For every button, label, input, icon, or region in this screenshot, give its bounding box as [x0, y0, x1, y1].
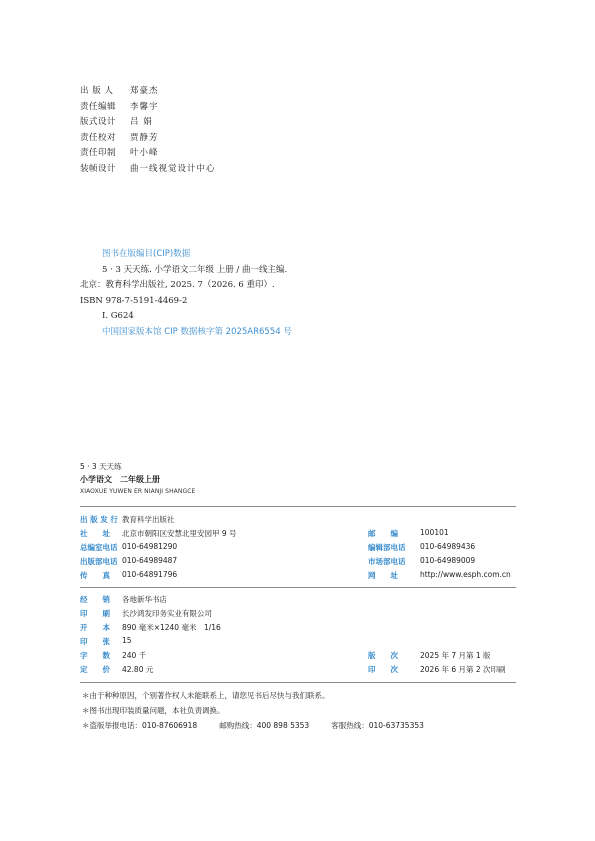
market-phone-label: 市场部电话 — [368, 557, 406, 566]
cip-line: 5 · 3 天天练. 小学语文二年级 上册 / 曲一线主编. — [102, 264, 288, 275]
customer-service-hotline: 客服热线：010-63735353 — [331, 721, 424, 730]
editorial-phone-label: 编辑部电话 — [368, 543, 406, 552]
credit-person: 郑豪杰 — [130, 86, 159, 96]
edition-value: 2025 年 7 月第 1 版 — [420, 651, 491, 660]
impression-label: 印 次 — [368, 665, 398, 674]
book-series: 5 · 3 天天练 — [80, 462, 122, 471]
cip-classification: Ⅰ. G624 — [102, 311, 134, 321]
distributor-label: 经 销 — [80, 595, 110, 604]
credit-role: 版式设计 — [80, 117, 117, 127]
credit-role: 责任印制 — [80, 148, 117, 158]
credit-row — [80, 100, 216, 116]
credit-role: 责任编辑 — [80, 101, 117, 112]
divider-line — [80, 587, 516, 588]
credit-row — [80, 115, 216, 131]
credit-row — [80, 84, 216, 100]
cip-isbn: ISBN 978-7-5191-4469-2 — [80, 295, 188, 306]
info-row — [80, 570, 516, 581]
sheets-value: 15 — [122, 636, 132, 645]
credit-person: 曲一线视觉设计中心 — [130, 163, 216, 174]
credit-person: 贾静芳 — [130, 132, 159, 143]
words-label: 字 数 — [80, 651, 110, 660]
format-value: 890 毫米×1240 毫米 1/16 — [122, 623, 221, 632]
cip-line: 北京：教育科学出版社, 2025. 7（2026. 6 重印）. — [80, 280, 275, 290]
book-title-block — [80, 461, 195, 497]
book-pinyin: XIAOXUE YUWEN ER NIANJI SHANGCE — [80, 488, 196, 495]
cip-block — [80, 247, 292, 340]
address-label: 社 址 — [80, 529, 110, 538]
piracy-hotline: ＊盗版举报电话：010-87606918 — [82, 721, 198, 730]
mail-order-hotline: 邮购热线：400 898 5353 — [219, 721, 310, 730]
note-line — [82, 718, 424, 733]
words-value: 240 千 — [122, 651, 147, 660]
info-row — [80, 650, 516, 661]
publishing-phone-value: 010-64989487 — [122, 556, 178, 565]
credits-block — [80, 84, 216, 177]
chief-phone-value: 010-64981290 — [122, 542, 178, 551]
note-line: ＊图书出现印装质量问题，本社负责调换。 — [82, 706, 225, 715]
price-label: 定 价 — [80, 665, 110, 674]
note-line: ＊由于种种原因，个别著作权人未能联系上，请您见书后尽快与我们联系。 — [82, 691, 330, 700]
website-value: http://www.esph.com.cn — [420, 570, 511, 579]
cip-title: 图书在版编目(CIP)数据 — [102, 249, 191, 259]
distributor-value: 各地新华书店 — [122, 595, 167, 604]
editorial-phone-value: 010-64989436 — [420, 542, 476, 551]
info-row — [80, 636, 516, 647]
edition-label: 版 次 — [368, 651, 398, 660]
print-info — [80, 594, 516, 674]
publisher-label: 出 版 发 行 — [80, 515, 118, 524]
market-phone-value: 010-64989009 — [420, 556, 476, 565]
info-row — [80, 556, 516, 567]
divider-line — [80, 506, 516, 507]
info-row — [80, 514, 516, 525]
printer-label: 印 刷 — [80, 609, 110, 618]
credit-row — [80, 162, 216, 178]
book-name: 小学语文 二年级上册 — [80, 475, 160, 484]
credit-person: 吕 娟 — [130, 117, 153, 127]
fax-value: 010-64891796 — [122, 570, 178, 579]
divider-line — [80, 682, 516, 683]
zip-value: 100101 — [420, 528, 449, 537]
zip-label: 邮 编 — [368, 529, 398, 538]
notes-block — [82, 688, 424, 733]
info-row — [80, 542, 516, 553]
impression-value: 2026 年 6 月第 2 次印刷 — [420, 665, 506, 674]
publisher-value: 教育科学出版社 — [122, 515, 175, 524]
format-label: 开 本 — [80, 623, 110, 632]
website-label: 网 址 — [368, 571, 398, 580]
fax-label: 传 真 — [80, 571, 110, 580]
cip-record-number: 中国国家版本馆 CIP 数据核字第 2025AR6554 号 — [102, 326, 292, 337]
info-row — [80, 528, 516, 539]
info-row — [80, 594, 516, 605]
credit-row — [80, 146, 216, 162]
credit-person: 叶小峰 — [130, 148, 159, 158]
credit-role: 出 版 人 — [80, 86, 114, 96]
address-value: 北京市朝阳区安慧北里安园甲 9 号 — [122, 529, 237, 538]
sheets-label: 印 张 — [80, 637, 110, 646]
printer-value: 长沙鸿发印务实业有限公司 — [122, 609, 212, 618]
credit-row — [80, 131, 216, 147]
credit-person: 李馨宇 — [130, 101, 159, 112]
info-row — [80, 664, 516, 675]
credit-role: 责任校对 — [80, 132, 117, 143]
publisher-info — [80, 514, 516, 584]
chief-phone-label: 总编室电话 — [80, 543, 118, 552]
credit-role: 装帧设计 — [80, 163, 117, 174]
publishing-phone-label: 出版部电话 — [80, 557, 118, 566]
info-row — [80, 622, 516, 633]
price-value: 42.80 元 — [122, 665, 154, 674]
info-row — [80, 608, 516, 619]
